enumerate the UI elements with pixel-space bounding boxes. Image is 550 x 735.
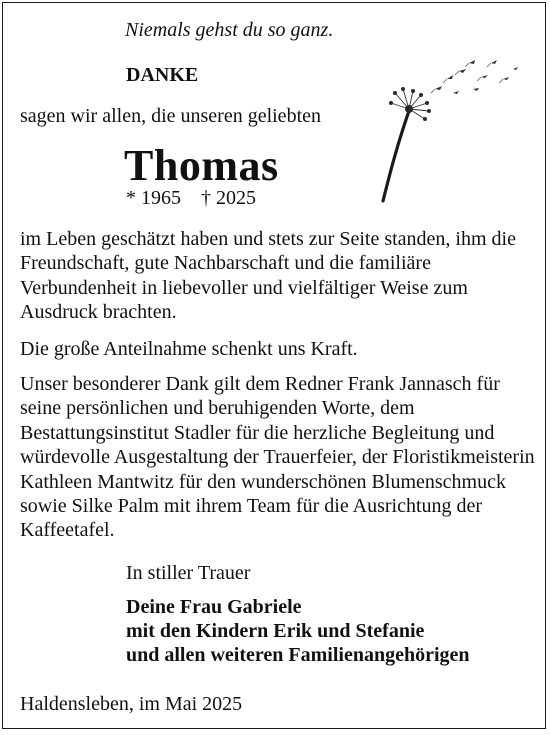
- family-signature: [126, 595, 470, 667]
- paragraph-sympathy: Die große Anteilnahme schenkt uns Kraft.: [20, 338, 358, 360]
- dandelion-icon: [373, 49, 523, 209]
- place-and-date: Haldensleben, im Mai 2025: [20, 693, 243, 715]
- paragraph-special-thanks: Unser besonderer Dank gilt dem Redner Frank Jannasch für seine persönlichen und beruhigenden Worte, dem Bestattungsinstitut Stadler für die herzliche Begleitung und würdevolle Ausgestaltung der Trauerfeier, der Floristikmeisterin Kathleen Mantwitz für den wunderschönen Blumenschmuck sowie Silke Palm mit ihrem Team für die Ausrichtung der Kaffeetafel.: [20, 373, 535, 542]
- mourning-phrase: In stiller Trauer: [126, 562, 251, 584]
- family-line: und allen weiteren Familienangehörigen: [126, 644, 470, 666]
- life-dates: [126, 187, 256, 210]
- intro-text: sagen wir allen, die unseren geliebten: [20, 105, 321, 127]
- paragraph-gratitude: im Leben geschätzt haben und stets zur Seite standen, ihm die Freundschaft, gute Nachbarschaft und die familiäre Verbundenheit in liebevoller und vielfältiger Weise zum Ausdruck brachten.: [20, 228, 516, 324]
- deceased-name: Thomas: [124, 141, 279, 190]
- family-line: Deine Frau Gabriele: [126, 596, 302, 618]
- heading-danke: DANKE: [126, 64, 199, 86]
- family-line: mit den Kindern Erik und Stefanie: [126, 620, 425, 642]
- quote: Niemals gehst du so ganz.: [125, 19, 334, 41]
- birth-year: * 1965: [126, 187, 181, 209]
- death-year: † 2025: [201, 187, 256, 209]
- obituary-card: [2, 2, 546, 729]
